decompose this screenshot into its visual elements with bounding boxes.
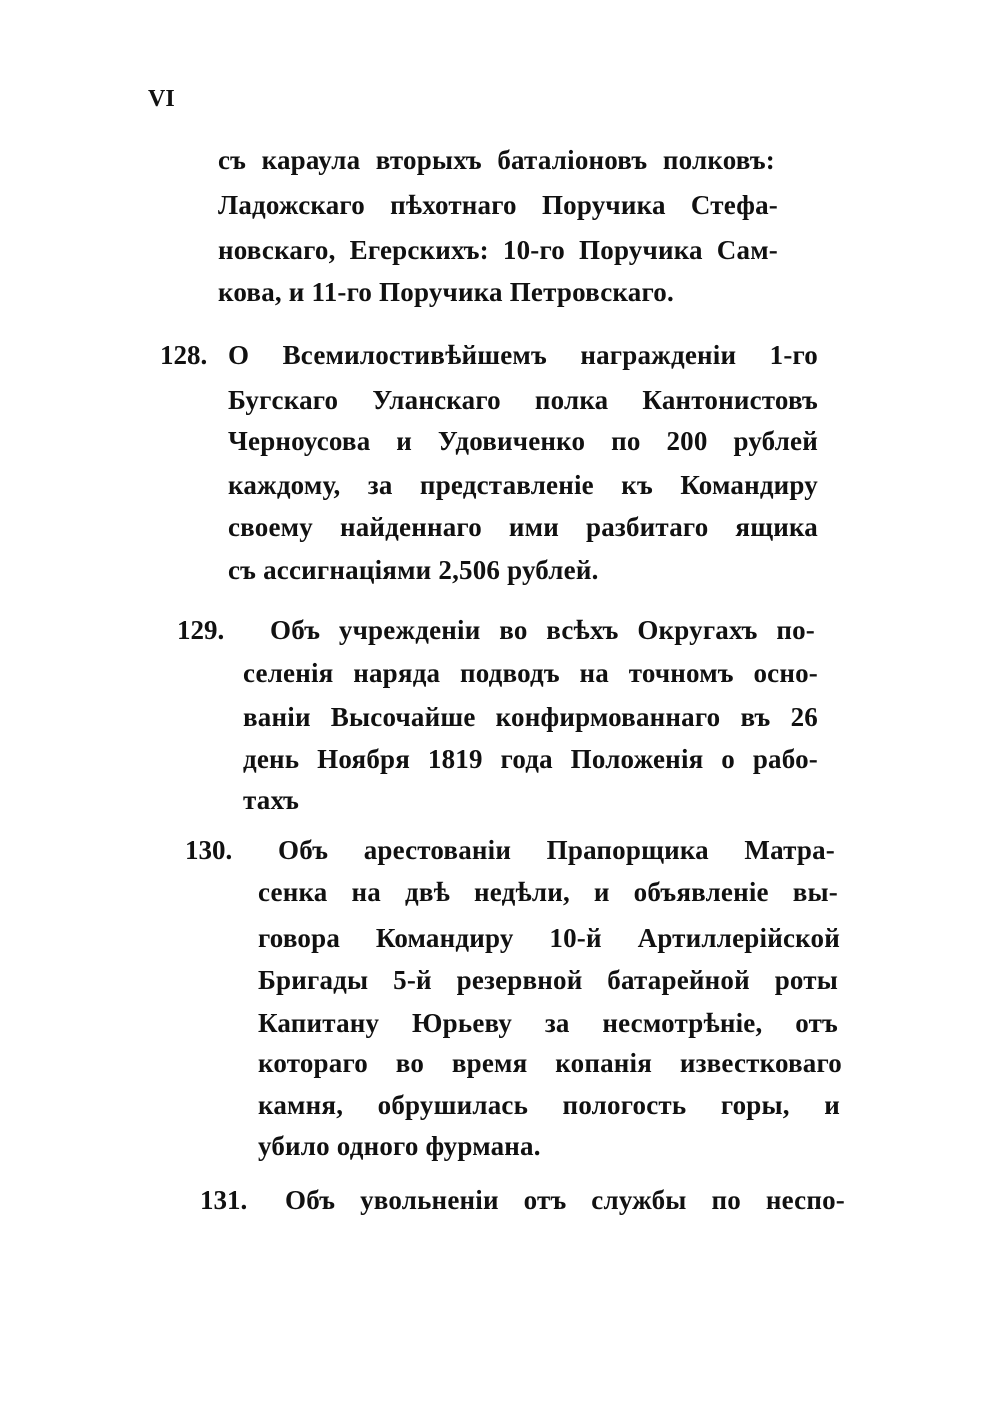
text-line: камня, обрушилась пологость горы, и [258, 1090, 840, 1120]
text-line: Объ увольненіи отъ службы по неспо- [285, 1185, 845, 1215]
item-number: 131. [200, 1185, 248, 1215]
text-line: своему найденнаго ими разбитаго ящика [228, 512, 818, 542]
text-line: день Ноября 1819 года Положенія о рабо- [243, 744, 818, 774]
text-line: ваніи Высочайше конфирмованнаго въ 26 [243, 702, 818, 732]
text-line: тахъ [243, 785, 300, 815]
text-line: Объ учрежденіи во всѣхъ Округахъ по- [270, 615, 815, 645]
text-line: Объ арестованіи Прапорщика Матра- [278, 835, 835, 865]
text-line: съ ассигнаціями 2,506 рублей. [228, 555, 599, 585]
text-line: селенія наряда подводъ на точномъ осно- [243, 658, 818, 688]
text-line: кова, и 11-го Поручика Петровскаго. [218, 277, 674, 307]
text-line: Бригады 5-й резервной батарейной роты [258, 965, 838, 995]
page-number: VI [148, 86, 175, 112]
text-line: котораго во время копанія известковаго [258, 1048, 842, 1078]
text-line: Черноусова и Удовиченко по 200 рублей [228, 426, 818, 456]
text-line: Ладожскаго пѣхотнаго Поручика Стефа- [218, 190, 778, 220]
text-line: съ караула вторыхъ баталіоновъ полковъ: [218, 145, 775, 175]
text-line: каждому, за представленіе къ Командиру [228, 470, 818, 500]
text-line: сенка на двѣ недѣли, и объявленіе вы- [258, 877, 838, 907]
item-number: 128. [160, 340, 208, 370]
text-line: Бугскаго Уланскаго полка Кантонистовъ [228, 385, 818, 415]
item-number: 129. [177, 615, 225, 645]
text-line: убило одного фурмана. [258, 1131, 541, 1161]
text-line: новскаго, Егерскихъ: 10-го Поручика Сам- [218, 235, 778, 265]
text-line: говора Командиру 10-й Артиллерійской [258, 923, 840, 953]
text-line: О Всемилостивѣйшемъ награжденіи 1-го [228, 340, 818, 370]
text-line: Капитану Юрьеву за несмотрѣніе, отъ [258, 1008, 838, 1038]
item-number: 130. [185, 835, 233, 865]
